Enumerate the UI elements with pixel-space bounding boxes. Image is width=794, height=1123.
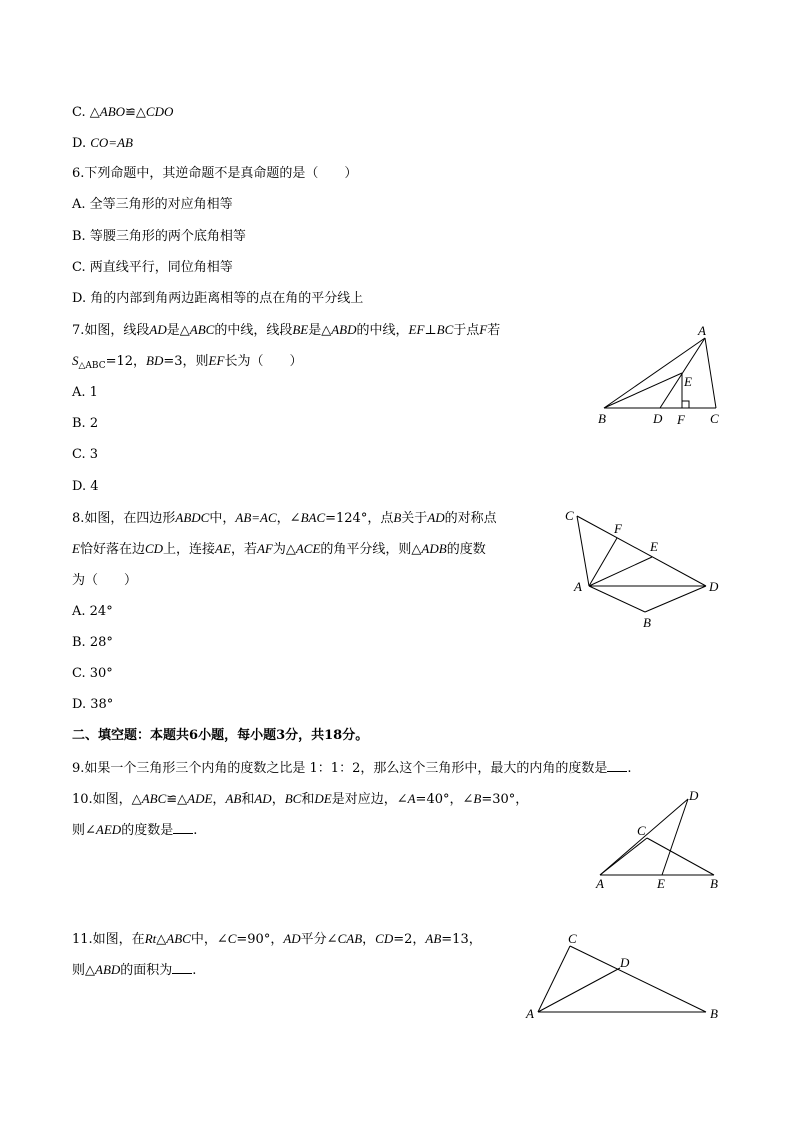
q7-option-d: D. 4 <box>72 479 99 494</box>
q10-label-a: A <box>596 876 604 891</box>
q8-segment-ae <box>589 557 652 586</box>
q10-label-c: C <box>637 823 646 838</box>
q7-segment-ac <box>705 338 716 408</box>
q11-label-c: C <box>568 931 577 946</box>
q10-stem-line2: 则∠AED的度数是 . <box>72 822 198 838</box>
q8-option-d: D. 38° <box>72 697 114 712</box>
q10-label-e: E <box>657 876 665 891</box>
q7-label-e: E <box>684 374 692 389</box>
q8-label-b: B <box>643 615 651 630</box>
q9-stem: 9.如果一个三角形三个内角的度数之比是 1：1：2，那么这个三角形中，最大的内角的度数是 . <box>72 761 632 776</box>
q7-label-d: D <box>653 411 663 426</box>
q8-segment-bd <box>645 586 706 612</box>
q7-option-c: C. 3 <box>72 447 99 462</box>
q11-answer-blank[interactable] <box>172 962 192 974</box>
q8-stem-line3: 为（ ） <box>72 573 138 588</box>
q10-answer-blank[interactable] <box>173 822 193 834</box>
q7-figure <box>590 322 730 432</box>
q8-label-f: F <box>614 521 622 536</box>
q7-stem-line1: 7.如图，线段AD是△ABC的中线，线段BE是△ABD的中线，EF⊥BC于点F若 <box>72 322 501 338</box>
q7-option-a: A. 1 <box>72 385 98 400</box>
q7-segment-be <box>604 373 682 408</box>
q6-option-b: B. 等腰三角形的两个底角相等 <box>72 229 246 244</box>
q5-option-c: C. △ABO≌△CDO <box>72 104 174 120</box>
q10-stem-line1: 10.如图，△ABC≌△ADE，AB和AD，BC和DE是对应边，∠A=40°，∠B=30°， <box>72 791 529 807</box>
q7-segment-ba <box>604 338 705 408</box>
q11-label-d: D <box>620 955 630 970</box>
q10-label-d: D <box>689 788 699 803</box>
q11-segment-ac <box>538 946 570 1012</box>
q8-segment-ca <box>577 516 589 586</box>
q6-option-d: D. 角的内部到角两边距离相等的点在角的平分线上 <box>72 291 364 306</box>
q6-option-a: A. 全等三角形的对应角相等 <box>72 197 233 212</box>
q10-segment-cb <box>647 838 714 875</box>
q7-stem-line2: $S_{\triangle ABC}=12$，BD=3，则EF长为（ ） <box>72 353 303 371</box>
q8-label-a: A <box>574 579 582 594</box>
q11-label-b: B <box>710 1006 718 1021</box>
q8-segment-cd <box>577 516 706 586</box>
q5-option-d: D. CO=AB <box>72 135 133 151</box>
q7-label-b: B <box>598 411 606 426</box>
q8-label-d: D <box>709 579 719 594</box>
q8-label-e: E <box>650 539 658 554</box>
q6-option-c: C. 两直线平行，同位角相等 <box>72 260 233 275</box>
q7-label-a: A <box>698 323 706 338</box>
q10-figure <box>590 785 730 895</box>
q11-stem-line2: 则△ABD的面积为 . <box>72 962 197 978</box>
q11-segment-ad <box>538 968 620 1012</box>
q8-option-a: A. 24° <box>72 604 113 619</box>
q8-segment-af <box>589 538 617 586</box>
q8-label-c: C <box>565 508 574 523</box>
q8-segment-ab <box>589 586 645 612</box>
q7-right-angle-mark <box>682 401 689 408</box>
q9-answer-blank[interactable] <box>607 760 627 772</box>
q11-label-a: A <box>526 1006 534 1021</box>
q11-figure <box>520 928 730 1028</box>
q8-stem-line1: 8.如图，在四边形ABDC中，AB=AC，∠BAC=124°，点B关于AD的对称点 <box>72 510 497 526</box>
q7-label-f: F <box>677 412 685 427</box>
q11-stem-line1: 11.如图，在Rt△ABC中，∠C=90°，AD平分∠CAB，CD=2，AB=13， <box>72 931 482 947</box>
section-fill-in-heading: 二、填空题：本题共6小题，每小题3分，共18分。 <box>72 728 369 743</box>
q6-stem: 6.下列命题中，其逆命题不是真命题的是（ ） <box>72 166 358 181</box>
q7-option-b: B. 2 <box>72 416 99 431</box>
q8-option-c: C. 30° <box>72 666 113 681</box>
q8-figure <box>560 505 730 635</box>
q11-segment-cb <box>570 946 706 1012</box>
q8-option-b: B. 28° <box>72 635 113 650</box>
q8-stem-line2: E恰好落在边CD上，连接AE，若AF为△ACE的角平分线，则△ADB的度数 <box>72 541 486 557</box>
q10-label-b: B <box>710 876 718 891</box>
q7-label-c: C <box>710 411 719 426</box>
